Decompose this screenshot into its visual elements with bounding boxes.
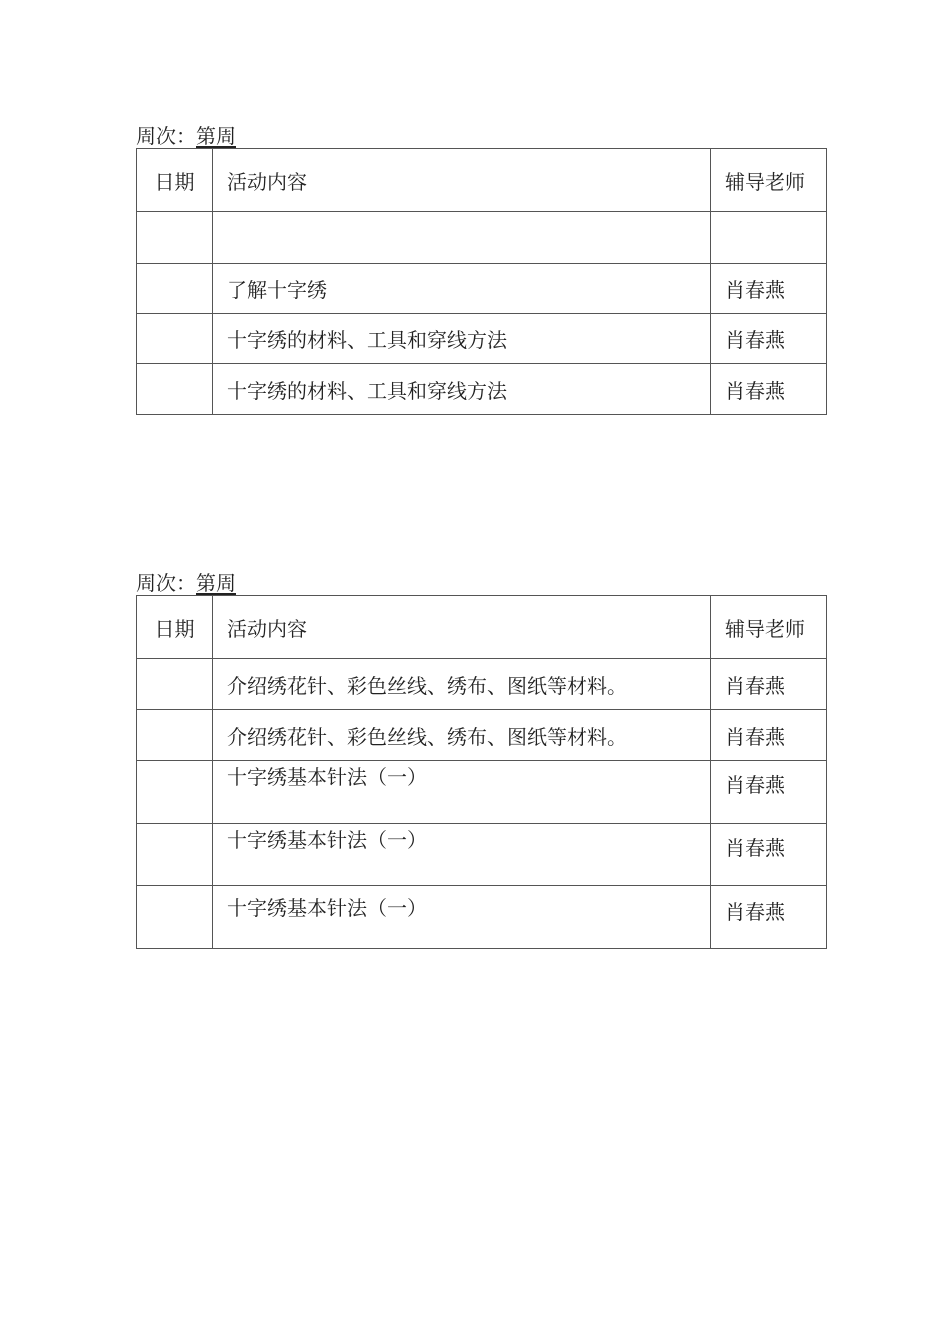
header-content: 活动内容 [213, 596, 711, 659]
teacher-cell [711, 212, 827, 264]
header-date: 日期 [137, 596, 213, 659]
week-heading [136, 571, 826, 595]
header-content: 活动内容 [213, 149, 711, 212]
content-cell: 介绍绣花针、彩色丝线、绣布、图纸等材料。 [213, 659, 711, 710]
table-row [137, 824, 827, 886]
content-cell: 十字绣基本针法（一） [213, 761, 711, 824]
date-cell [137, 710, 213, 761]
week-label: 周次： [136, 124, 196, 148]
schedule-table [136, 148, 827, 415]
content-cell: 十字绣基本针法（一） [213, 824, 711, 886]
date-cell [137, 264, 213, 314]
content-cell: 介绍绣花针、彩色丝线、绣布、图纸等材料。 [213, 710, 711, 761]
table-row [137, 659, 827, 710]
week-value: 第周 [196, 571, 236, 595]
teacher-cell: 肖春燕 [711, 886, 827, 949]
week-section-1 [136, 124, 826, 415]
teacher-cell: 肖春燕 [711, 364, 827, 415]
table-row [137, 710, 827, 761]
table-row [137, 212, 827, 264]
week-section-2 [136, 571, 826, 949]
content-cell: 十字绣基本针法（一） [213, 886, 711, 949]
table-row [137, 761, 827, 824]
content-cell: 十字绣的材料、工具和穿线方法 [213, 364, 711, 415]
header-teacher: 辅导老师 [711, 149, 827, 212]
week-value: 第周 [196, 124, 236, 148]
table-row [137, 264, 827, 314]
content-cell: 了解十字绣 [213, 264, 711, 314]
table-row [137, 364, 827, 415]
date-cell [137, 761, 213, 824]
date-cell [137, 212, 213, 264]
date-cell [137, 659, 213, 710]
table-row [137, 886, 827, 949]
table-header-row [137, 149, 827, 212]
date-cell [137, 824, 213, 886]
header-date: 日期 [137, 149, 213, 212]
schedule-table [136, 595, 827, 949]
table-header-row [137, 596, 827, 659]
teacher-cell: 肖春燕 [711, 761, 827, 824]
date-cell [137, 364, 213, 415]
teacher-cell: 肖春燕 [711, 659, 827, 710]
teacher-cell: 肖春燕 [711, 264, 827, 314]
content-cell: 十字绣的材料、工具和穿线方法 [213, 314, 711, 364]
teacher-cell: 肖春燕 [711, 710, 827, 761]
content-cell [213, 212, 711, 264]
teacher-cell: 肖春燕 [711, 314, 827, 364]
header-teacher: 辅导老师 [711, 596, 827, 659]
date-cell [137, 886, 213, 949]
week-label: 周次： [136, 571, 196, 595]
teacher-cell: 肖春燕 [711, 824, 827, 886]
table-row [137, 314, 827, 364]
date-cell [137, 314, 213, 364]
week-heading [136, 124, 826, 148]
